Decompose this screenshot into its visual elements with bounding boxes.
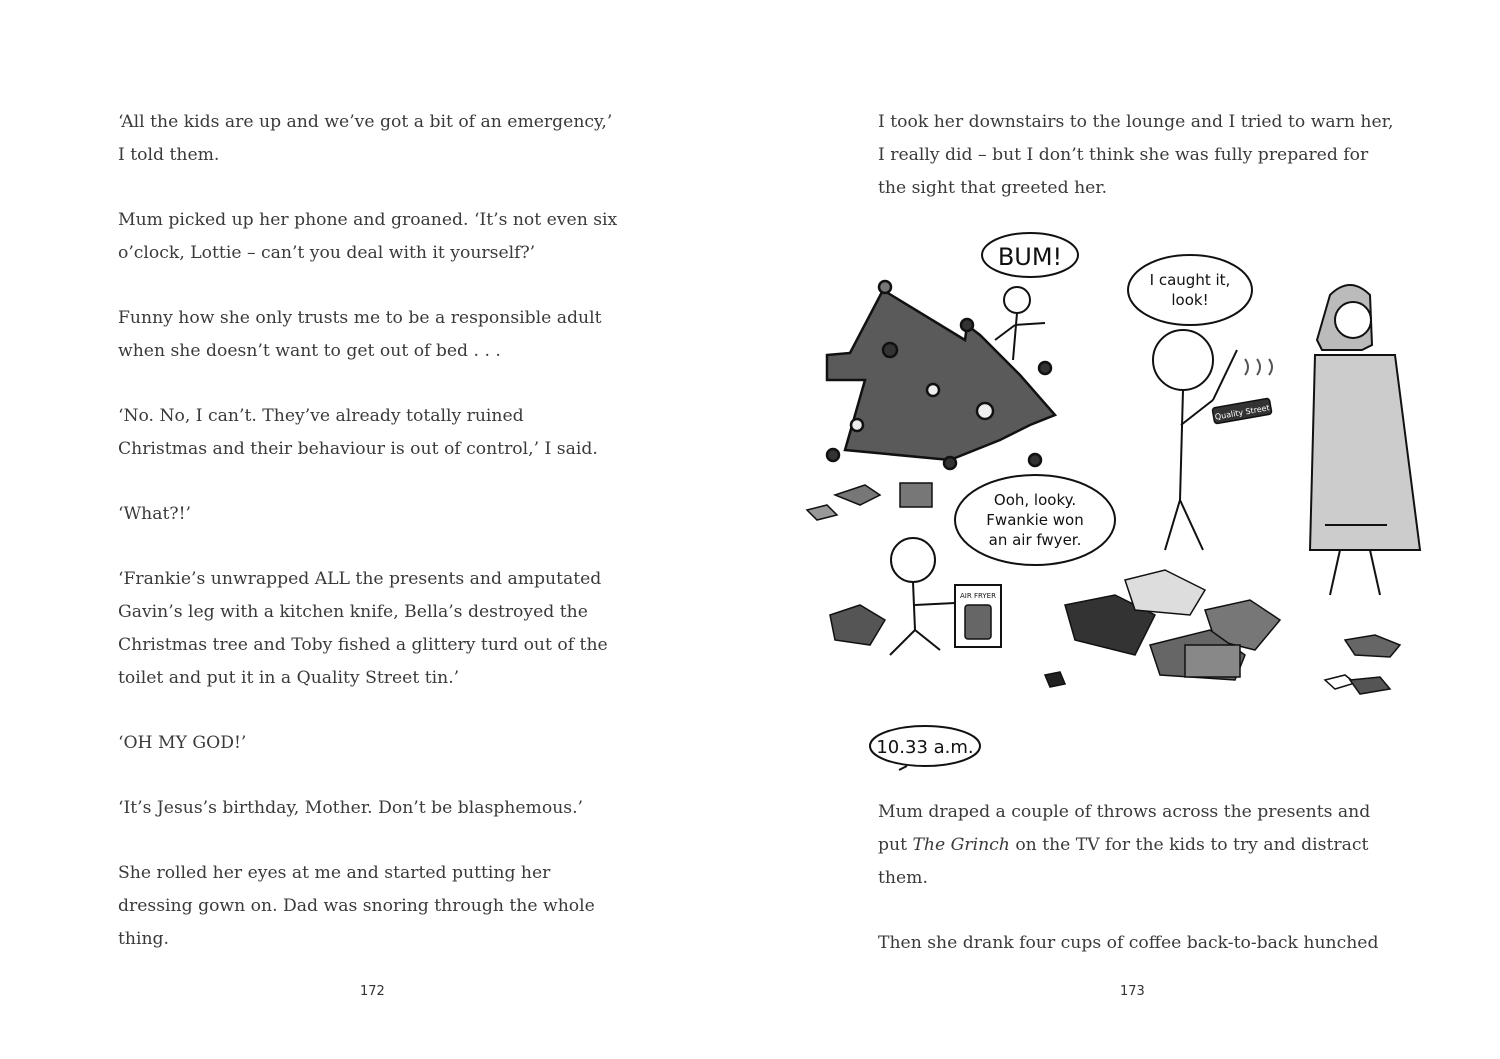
paragraph-text: on the TV for the kids to try and distract them. xyxy=(878,835,1369,888)
girl-figure xyxy=(890,538,955,655)
paragraph xyxy=(878,796,1398,895)
paragraph: ‘What?!’ xyxy=(118,504,191,524)
speech-bubble-bum xyxy=(982,233,1078,277)
paragraph: ‘All the kids are up and we’ve got a bit of an emergency,’ I told them. xyxy=(118,112,613,165)
speech-bubble-girl xyxy=(955,475,1115,565)
bubble-text-line: look! xyxy=(1171,291,1209,309)
bubble-text-line: I caught it, xyxy=(1149,271,1231,289)
box-label: AIR FRYER xyxy=(960,592,996,600)
page-number: 172 xyxy=(360,984,385,999)
paragraph: ‘OH MY GOD!’ xyxy=(118,733,247,753)
paragraph: ‘No. No, I can’t. They’ve already totally ruined Christmas and their behaviour is out of control,’ I said. xyxy=(118,406,598,459)
page-number: 173 xyxy=(1120,984,1145,999)
left-page-text xyxy=(118,106,618,988)
paragraph: I took her downstairs to the lounge and I tried to warn her, I really did – but I don’t think she was fully prepared for the sight that greeted her. xyxy=(878,112,1394,198)
paragraph: ‘It’s Jesus’s birthday, Mother. Don’t be blasphemous.’ xyxy=(118,798,584,818)
right-page-text-top xyxy=(878,106,1398,237)
paragraph: Funny how she only trusts me to be a responsible adult when she doesn’t want to get out of bed . . . xyxy=(118,308,602,361)
bubble-text-line: Fwankie won xyxy=(986,511,1084,529)
stick-figure-on-tree xyxy=(995,287,1045,360)
bubble-text-line: Ooh, looky. xyxy=(993,491,1077,509)
right-page-text-bottom xyxy=(878,796,1398,992)
time-stamp-bubble xyxy=(867,724,985,772)
boy-figure xyxy=(1153,330,1272,550)
right-page xyxy=(750,0,1500,1059)
paragraph: Mum picked up her phone and groaned. ‘It’s not even six o’clock, Lottie – can’t you deal with it yourself?’ xyxy=(118,210,618,263)
paragraph-text: Mum draped a couple of throws across the presents and put xyxy=(878,802,1371,855)
paragraph: ‘Frankie’s unwrapped ALL the presents and amputated Gavin’s leg with a kitchen knife, Bella’s destroyed the Christmas tree and Toby fished a glittery turd out of the toilet and put it in a Quality Street tin.’ xyxy=(118,569,608,688)
christmas-mess-illustration xyxy=(805,225,1425,700)
paragraph: Then she drank four cups of coffee back-to-back hunched xyxy=(878,933,1379,953)
mum-figure xyxy=(1310,285,1420,595)
quality-street-tin xyxy=(1212,398,1272,424)
speech-bubble-boy xyxy=(1128,255,1252,325)
time-label: 10.33 a.m. xyxy=(876,737,974,758)
bubble-text: BUM! xyxy=(997,243,1063,271)
bubble-text-line: an air fwyer. xyxy=(988,531,1082,549)
air-fryer-box xyxy=(955,585,1001,647)
book-title: The Grinch xyxy=(912,835,1010,855)
tin-label: Quality Street xyxy=(1214,403,1271,422)
paragraph: She rolled her eyes at me and started putting her dressing gown on. Dad was snoring through the whole thing. xyxy=(118,863,595,949)
